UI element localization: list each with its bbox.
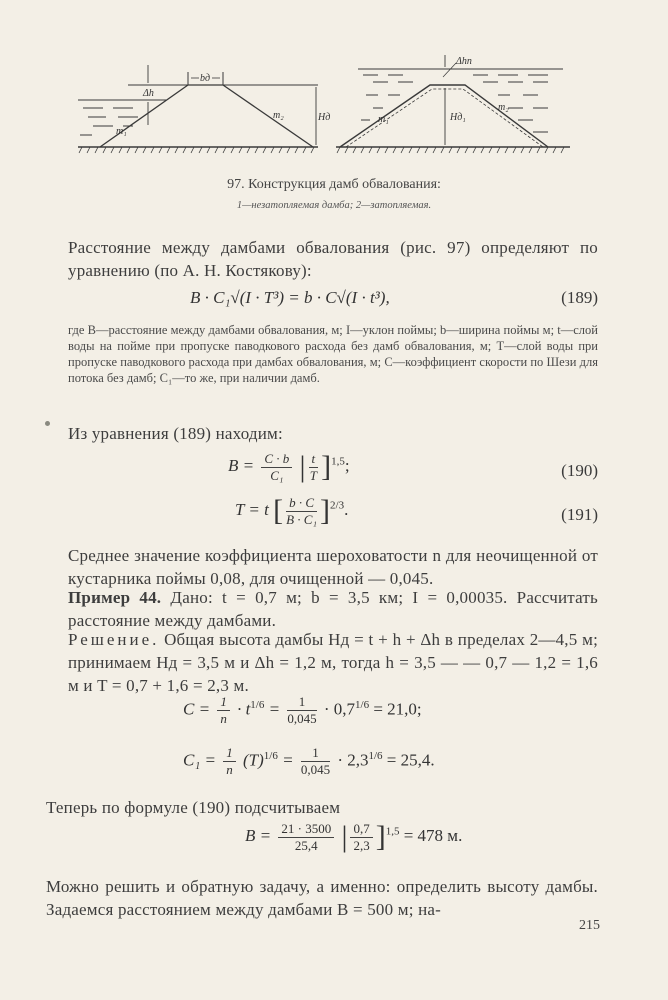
svg-text:Hд₁: Hд₁: [450, 112, 466, 123]
dam-construction-figure: [78, 50, 578, 162]
equation-chezy-c: C = $\frac{1}{n}$ · $t^{1/6}$ = $\frac{1}{0,045}$ · $0,7^{1/6} = 21,0$;: [183, 694, 422, 726]
figure-caption-title: 97. Конструкция дамб обвалования:: [227, 177, 441, 192]
margin-dot: [45, 421, 50, 426]
paragraph-derive: Из уравнения (189) находим:: [68, 424, 283, 443]
page-number: 215: [579, 918, 600, 933]
svg-text:Δhп: Δhп: [456, 56, 472, 67]
equation-190-number: (190): [561, 461, 598, 480]
svg-text:Δh: Δh: [143, 88, 154, 99]
svg-text:Hд: Hд: [318, 112, 331, 123]
paragraph-inverse: Можно решить и обратную задачу, а именно: определить высоту дамбы. Задаемся расстоянием между дамбами B = 500 м; на-: [46, 877, 598, 919]
paragraph-intro: Расстояние между дамбами обвалования (рис. 97) определяют по уравнению (по А. Н. Костякову):: [68, 238, 598, 280]
equation-b-result: B = $\frac{21 \cdot 3500}{25,4}$ | $\frac{0,7}{2,3}$ ]$^{1,5}$ = 478 м.: [245, 820, 463, 853]
svg-text:m₁: m₁: [378, 114, 389, 125]
paragraph-compute: Теперь по формуле (190) подсчитываем: [46, 798, 341, 817]
equation-189: B · C₁√(I · T³) = b · C√(I · t³),: [190, 288, 390, 307]
paragraph-example: Пример 44. Дано: t = 0,7 м; b = 3,5 км; I = 0,00035. Рассчитать расстояние между дамбами.: [68, 588, 598, 630]
svg-text:m₁: m₁: [116, 126, 127, 137]
equation-191: T = t [ $\frac{b \cdot C}{\text{B · C₁}}$ ]$^{2/3}$.: [235, 494, 349, 527]
figure-caption-subtitle: 1—незатопляемая дамба; 2—затопляемая.: [236, 200, 432, 211]
equation-190: B = $\frac{C \cdot b}{\text{C₁}}$ | $\frac{t}{T}$ ]$^{1,5}$;: [228, 450, 350, 483]
label-crest-width: bд: [200, 73, 211, 84]
equation-chezy-c1: C₁ = $\frac{1}{n}$ $(T)^{1/6}$ = $\frac{1}{0,045}$ · $2,3^{1/6} = 25,4$.: [183, 745, 435, 777]
equation-191-number: (191): [561, 505, 598, 524]
svg-text:m₂: m₂: [498, 102, 509, 113]
paragraph-solution: Решение. Общая высота дамбы Hд = t + h + Δh в пределах 2—4,5 м; принимаем Hд = 3,5 м и Δh = 1,2 м, тогда h = 3,5 — — 0,7 — 1,2 = 1,6 м и T = 0,7 + 1,6 = 2,3 м.: [68, 630, 598, 695]
paragraph-roughness: Среднее значение коэффициента шероховатости n для неочищенной от кустарника поймы 0,08, для очищенной — 0,045.: [68, 546, 598, 588]
equation-189-number: (189): [561, 288, 598, 307]
variable-definitions: где B—расстояние между дамбами обвалования, м; I—уклон поймы; b—ширина поймы м; t—слой воды на пойме при пропуске паводкового расхода без дамб обвалования, м; T—слой воды при пропуске паводкового расхода при дамбах обвалования, м; C—коэффициент скорости по Шези для потока без дамб; C₁—то же, при наличии дамб.: [68, 323, 598, 385]
svg-text:m₂: m₂: [273, 110, 284, 121]
